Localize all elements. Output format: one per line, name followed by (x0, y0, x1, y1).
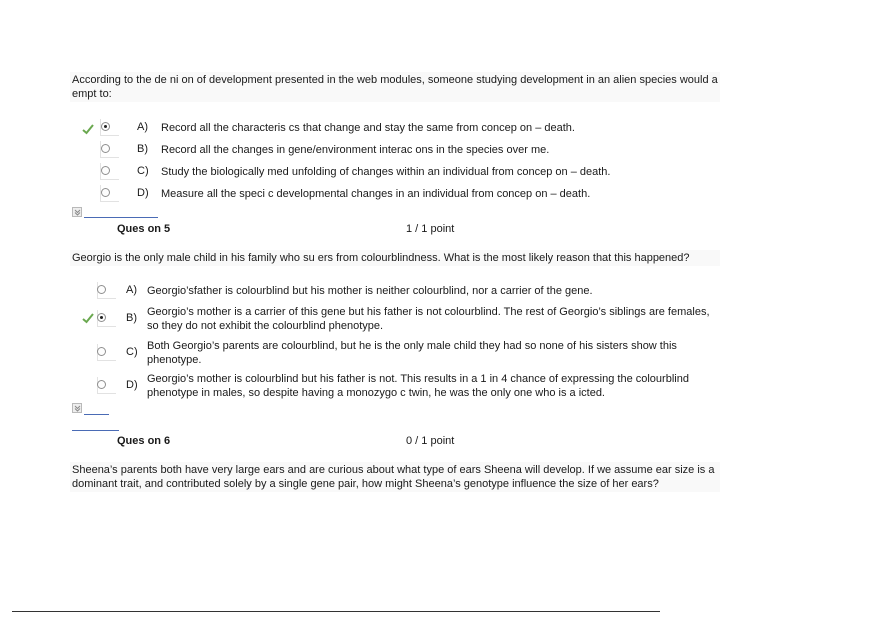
option-letter: C) (126, 346, 138, 358)
radio-button[interactable] (97, 380, 106, 389)
option-letter: B) (126, 312, 137, 324)
q4-option-c[interactable] (0, 165, 880, 185)
q5-option-d[interactable] (0, 372, 880, 399)
option-letter: B) (137, 143, 148, 155)
collapse-feedback-button[interactable] (72, 403, 82, 413)
feedback-link-underline[interactable] (72, 430, 119, 431)
correct-check-icon (82, 123, 94, 135)
q6-question-text: Sheena’s parents both have very large ears and are curious about what type of ears Sheena will develop. If we assume ear size is a dominant trait, and contributed solely by a single gene pair, how might Sheena’s genotype influence the size of her ears? (70, 462, 720, 492)
q5-question-text: Georgio is the only male child in his family who su ers from colourblindness. What is the most likely reason that this happened? (70, 250, 720, 266)
radio-button[interactable] (101, 188, 110, 197)
option-text: Both Georgio’s parents are colourblind, but he is the only male child they had so none of his sisters show this phenotype. (147, 340, 677, 366)
q4-option-a[interactable] (0, 121, 880, 141)
question-6-score: 0 / 1 point (406, 435, 455, 447)
radio-button-selected[interactable] (97, 313, 106, 322)
option-text: Record all the characteris cs that change and stay the same from concep on – death. (161, 122, 575, 134)
feedback-link-underline[interactable] (84, 414, 109, 415)
option-letter: A) (126, 284, 137, 296)
question-5-score: 1 / 1 point (406, 223, 455, 235)
feedback-link-underline[interactable] (84, 217, 158, 218)
q5-option-c[interactable] (0, 339, 880, 366)
q4-question-text: According to the de ni on of development presented in the web modules, someone studying development in an alien species would a empt to: (70, 72, 720, 102)
q4-option-d[interactable] (0, 187, 880, 207)
chevron-down-icon (74, 405, 81, 412)
radio-button[interactable] (97, 347, 106, 356)
option-text: Georgio’sfather is colourblind but his mother is neither colourblind, nor a carrier of the gene. (147, 285, 593, 297)
option-letter: A) (137, 121, 148, 133)
option-letter: D) (137, 187, 149, 199)
q5-option-b[interactable] (0, 305, 880, 332)
option-letter: C) (137, 165, 149, 177)
radio-button[interactable] (101, 144, 110, 153)
option-text: Record all the changes in gene/environment interac ons in the species over me. (161, 144, 550, 156)
option-text: Georgio’s mother is colourblind but his father is not. This results in a 1 in 4 chance of expressing the colourblind phenotype in males, so despite having a monozygo c twin, he was the only one who is a icted. (147, 373, 689, 399)
option-text: Georgio’s mother is a carrier of this gene but his father is not colourblind. The rest of Georgio’s siblings are females, so they do not exhibit the colourblind phenotype. (147, 306, 710, 332)
page-footer-rule (12, 611, 660, 612)
q5-option-a[interactable] (0, 284, 880, 304)
chevron-down-icon (74, 209, 81, 216)
correct-check-icon (82, 312, 94, 324)
radio-button[interactable] (97, 285, 106, 294)
option-text: Study the biologically med unfolding of changes within an individual from concep on – death. (161, 166, 611, 178)
option-text: Measure all the speci c developmental changes in an individual from concep on – death. (161, 188, 591, 200)
question-6-label: Ques on 6 (117, 435, 171, 447)
collapse-feedback-button[interactable] (72, 207, 82, 217)
radio-button[interactable] (101, 166, 110, 175)
question-5-label: Ques on 5 (117, 223, 171, 235)
radio-button-selected[interactable] (101, 122, 110, 131)
q4-option-b[interactable] (0, 143, 880, 163)
option-letter: D) (126, 379, 138, 391)
